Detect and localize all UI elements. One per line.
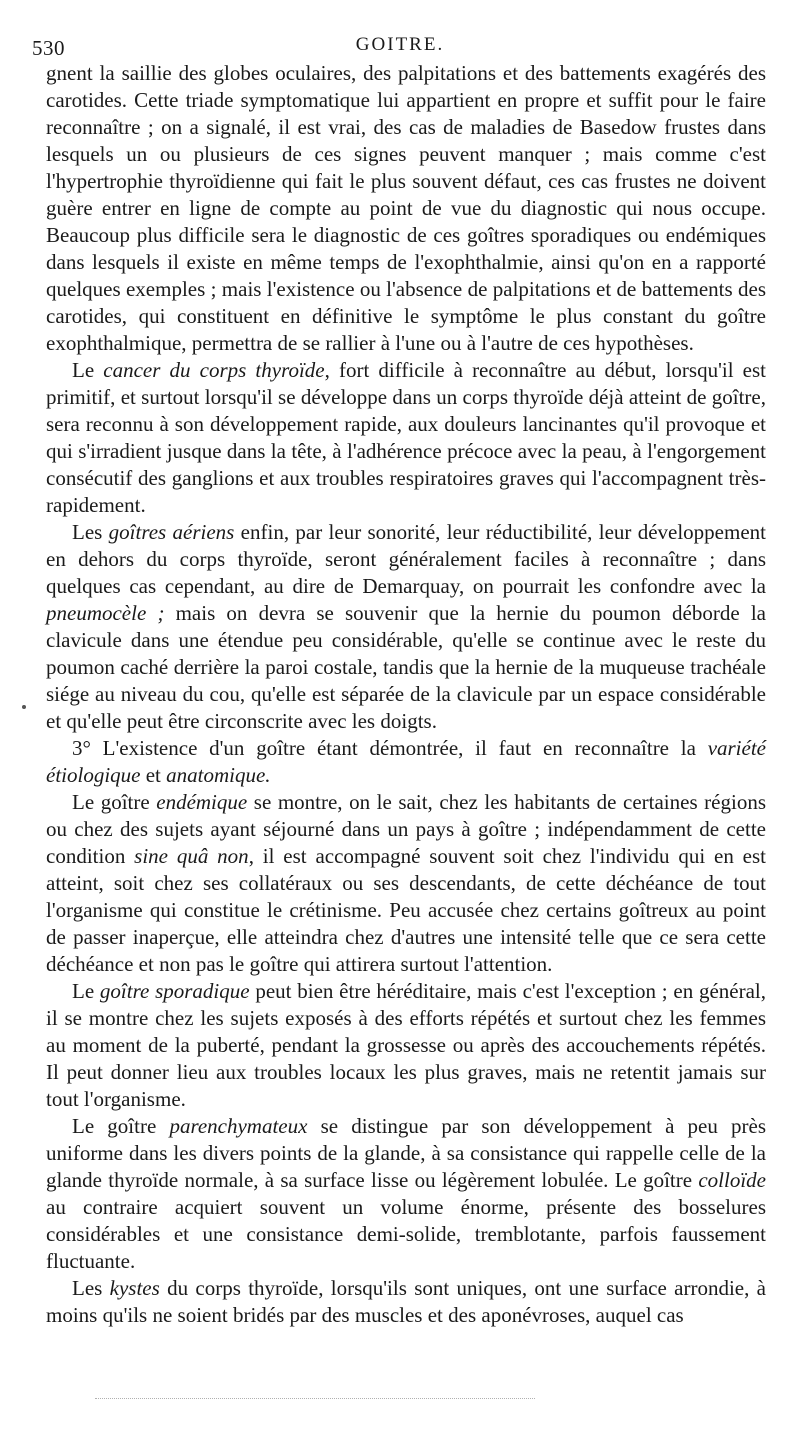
text-run: peut bien être héréditaire, mais c'est l'exception ; en général, il se montre chez les sujets exposés à des efforts répétés et surtout chez les femmes au moment de la puberté, pendant la grossesse ou après des accouchements répétés. Il peut donner lieu aux troubles locaux les plus graves, mais ne retentit jamais sur tout l'organisme. <box>46 979 767 1111</box>
text-run: 3° L'existence d'un goître étant démontrée, il faut en reconnaître la <box>72 736 708 760</box>
paragraph <box>46 1113 766 1275</box>
page-number: 530 <box>32 36 65 60</box>
page-header <box>32 30 768 60</box>
italic-text: sine quâ non <box>134 844 249 868</box>
paragraph <box>46 978 766 1113</box>
text-run: se distingue par son développement à peu près uniforme dans les divers points de la glande, à sa consistance qui rappelle celle de la glande thyroïde normale, à sa surface lisse ou légèrement lobulée. Le goître <box>46 1114 767 1192</box>
text-run: Le goître <box>72 1114 170 1138</box>
italic-text: pneumocèle ; <box>46 601 165 625</box>
italic-text: variété étiologique <box>46 736 766 787</box>
text-run: Les <box>72 520 109 544</box>
italic-text: endémique <box>156 790 248 814</box>
text-run: Le goître <box>72 790 157 814</box>
text-run: Les <box>72 1276 110 1300</box>
text-run: Le <box>72 979 100 1003</box>
paragraph <box>46 735 766 789</box>
text-run: au contraire acquiert souvent un volume énorme, présente des bosselures considérables et une consistance demi-solide, tremblotante, parfois faussement fluctuante. <box>46 1195 766 1273</box>
text-run: enfin, par leur sonorité, leur réductibilité, leur développement en dehors du corps thyroïde, seront généralement faciles à reconnaître ; dans quelques cas cependant, au dire de Demarquay, on pourrait les confondre avec la <box>46 520 766 598</box>
footer-rule <box>95 1398 535 1399</box>
paragraph <box>46 519 766 735</box>
paragraph <box>46 357 766 519</box>
body-text <box>46 60 766 1329</box>
italic-text: goîtres aériens <box>108 520 235 544</box>
running-head: GOITRE. <box>355 34 445 55</box>
italic-text: anatomique. <box>166 763 271 787</box>
text-run: du corps thyroïde, lorsqu'ils sont uniques, ont une surface arrondie, à moins qu'ils ne soient bridés par des muscles et des aponévroses, auquel cas <box>46 1276 766 1327</box>
text-run: et <box>140 763 167 787</box>
text-run: , il est accompagné souvent soit chez l'individu qui en est atteint, soit chez ses collatéraux ou ses descendants, de cette déchéance de tout l'organisme qui constitue le crétinisme. Peu accusée chez certains goîtreux au point de passer inaperçue, elle atteindra chez d'autres une intensité telle que ce sera cette déchéance et non pas le goître qui attirera surtout l'attention. <box>46 844 767 976</box>
paragraph <box>46 60 766 357</box>
italic-text: goître sporadique <box>99 979 250 1003</box>
text-run: se montre, on le sait, chez les habitants de certaines régions ou chez des sujets ayant séjourné dans un pays à goître ; indépendamment de cette condition <box>46 790 766 868</box>
italic-text: cancer du corps thyroïde <box>103 358 325 382</box>
text-run: Le <box>72 358 104 382</box>
paragraph <box>46 789 766 978</box>
margin-mark <box>22 705 26 709</box>
italic-text: parenchymateux <box>169 1114 308 1138</box>
text-run: mais on devra se souvenir que la hernie du poumon déborde la clavicule dans une étendue peu considérable, qu'elle se continue avec le reste du poumon caché derrière la paroi costale, tandis que la hernie de la muqueuse trachéale siége au niveau du cou, qu'elle est séparée de la clavicule par un espace considérable et qu'elle peut être circonscrite avec les doigts. <box>46 601 766 733</box>
text-run: gnent la saillie des globes oculaires, des palpitations et des battements exagérés des carotides. Cette triade symptomatique lui appartient en propre et suffit pour le faire reconnaître ; on a signalé, il est vrai, des cas de maladies de Basedow frustes dans lesquels un ou plusieurs de ces signes peuvent manquer ; mais comme c'est l'hypertrophie thyroïdienne qui fait le plus souvent défaut, ces cas frustes ne doivent guère entrer en ligne de compte au point de vue du diagnostic qui nous occupe. Beaucoup plus difficile sera le diagnostic de ces goîtres sporadiques ou endémiques dans lesquels il existe en même temps de l'exophthalmie, ainsi qu'on en a rapporté quelques exemples ; mais l'existence ou l'absence de palpitations et de battements des carotides, qui constituent en définitive le symptôme le plus constant du goître exophthalmique, permettra de se rallier à l'une ou à l'autre de ces hypothèses. <box>46 61 766 355</box>
italic-text: kystes <box>109 1276 160 1300</box>
text-run: , fort difficile à reconnaître au début, lorsqu'il est primitif, et surtout lorsqu'il se développe dans un corps thyroïde déjà atteint de goître, sera reconnu à son développement rapide, aux douleurs lancinantes qu'il provoque et qui s'irradient jusque dans la tête, à l'adhérence précoce avec la peau, à l'engorgement consécutif des ganglions et aux troubles respiratoires graves qui l'accompagnent très-rapidement. <box>46 358 766 517</box>
paragraph <box>46 1275 766 1329</box>
italic-text: colloïde <box>698 1168 766 1192</box>
